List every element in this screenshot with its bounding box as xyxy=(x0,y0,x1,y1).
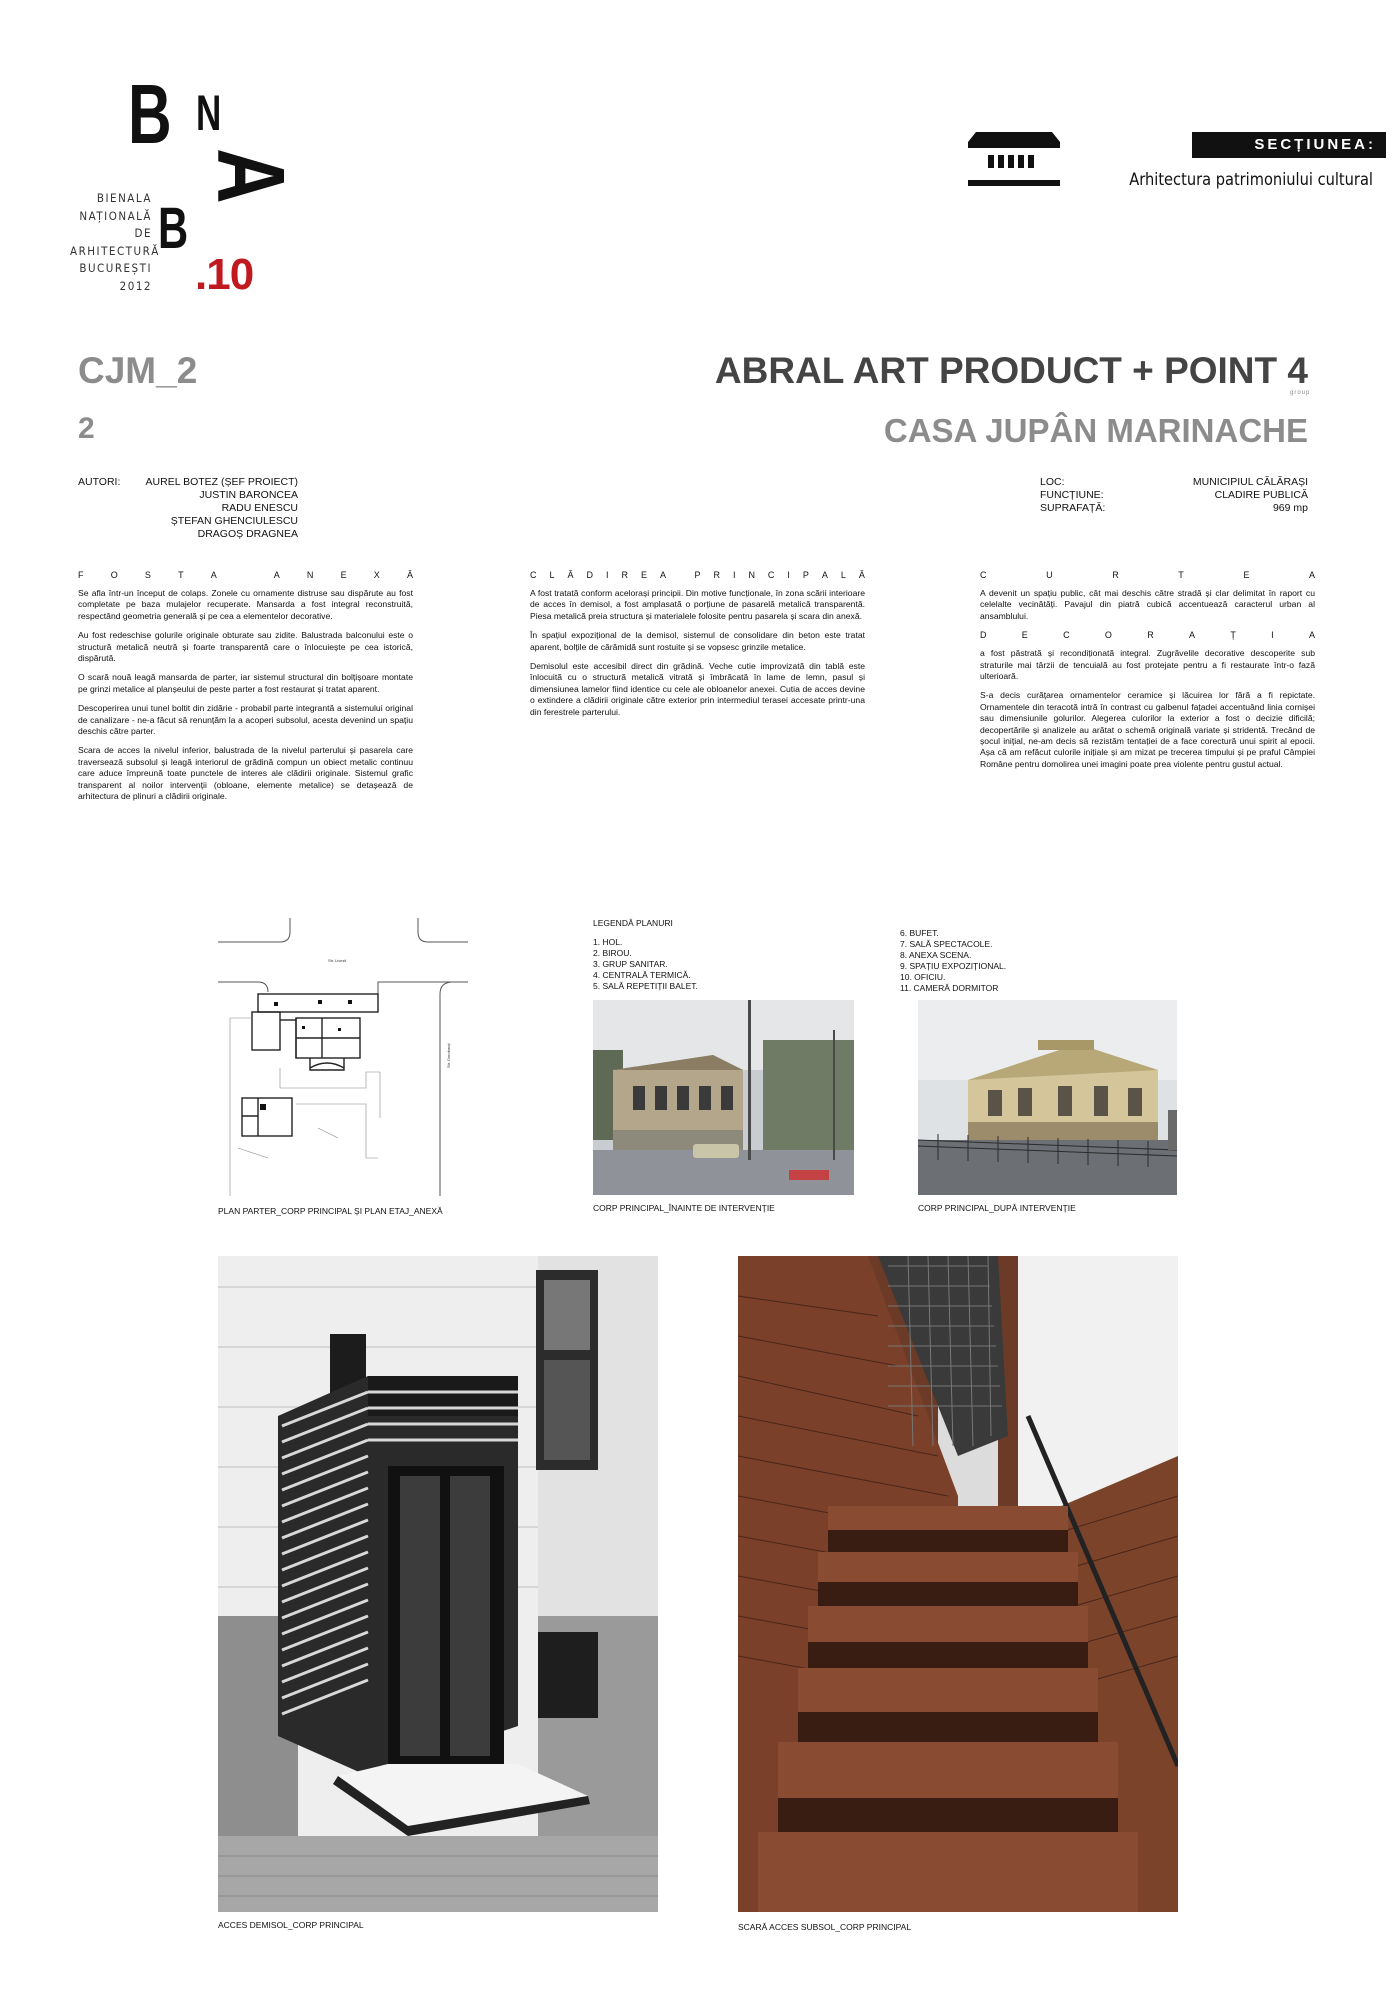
column-paragraph: Au fost redeschise golurile originale obturate sau zidite. Balustrada balconului este o structură metalică neutră și foarte transparentă care o înlocuiește pe cea istorică, dispărută. xyxy=(78,630,413,664)
legend-item: 3. GRUP SANITAR. xyxy=(593,959,668,969)
info-value: 969 mp xyxy=(1272,502,1308,514)
project-code: CJM_2 xyxy=(78,350,198,391)
heading-letter: D xyxy=(980,630,987,641)
logo-letter-b1: B xyxy=(128,67,172,161)
heading-letter: L xyxy=(840,570,846,580)
svg-text:Str. Livezii: Str. Livezii xyxy=(328,958,347,963)
heading-letter xyxy=(679,570,682,580)
column-paragraph: Demisolul este accesibil direct din grădină. Veche cutie improvizată din tablă este înlocuită cu o structură metalică vitrată și îmbrăcată în lame de lemn, pasul și dimensiunea lamelor fiind identice cu cele ale obloanelor anexei. Cutia de acces devine o extindere a clădirii originale către exterior prin intermediul terasei accesate printr-una din ferestrele parterului. xyxy=(530,661,865,717)
caption-before: CORP PRINCIPAL_ÎNAINTE DE INTERVENȚIE xyxy=(593,1203,775,1213)
heading-letter: U xyxy=(1046,570,1053,580)
column-heading xyxy=(980,630,1315,640)
logo-side-text xyxy=(70,190,160,295)
legend-title: LEGENDĂ PLANURI xyxy=(593,918,673,928)
heading-letter: I xyxy=(732,570,736,580)
heading-letter: E xyxy=(340,570,347,580)
logo-line: BIENALA xyxy=(96,191,152,205)
heading-letter: T xyxy=(178,570,184,580)
firm-suffix: group xyxy=(1290,390,1311,396)
column-paragraph: Descoperirea unui tunel boltit din zidărie - probabil parte integrantă a sistemului original de canalizare - ne-a făcut să renunțăm la a acoperi subsolul, acesta devenind un spațiu deschis către parter. xyxy=(78,703,413,737)
legend-item: 2. BIROU. xyxy=(593,948,632,958)
photo-stairs xyxy=(738,1256,1178,1912)
heading-letter: A xyxy=(1308,630,1315,641)
heading-letter: A xyxy=(821,570,828,580)
heading-letter: I xyxy=(787,570,790,580)
project-number: 2 xyxy=(78,412,95,445)
logo-letter-a: A xyxy=(197,148,304,204)
heading-letter: C xyxy=(767,570,775,580)
column-paragraph: A fost tratată conform acelorași principii. Din motive funcționale, în zona scării interioare de acces în demisol, a fost amplasată o porțiune de pasarelă metalică transparentă. Piesa metalică preia structura și materialele folosite pentru pasarela și scara din anexă. xyxy=(530,588,865,621)
heading-letter: O xyxy=(110,570,118,580)
legend-item: 11. CAMERĂ DORMITOR xyxy=(900,983,999,993)
caption-plan: PLAN PARTER_CORP PRINCIPAL ȘI PLAN ETAJ_ANEXĂ xyxy=(218,1206,443,1216)
heading-letter: E xyxy=(1021,630,1028,641)
heading-letter: Ă xyxy=(406,570,413,580)
column-cladirea-principala xyxy=(530,570,865,726)
legend-item: 7. SALĂ SPECTACOLE. xyxy=(900,939,993,949)
column-paragraph: Scara de acces la nivelul inferior, balustrada de la nivelul parterului și pasarela care traversează subsolul și leagă interiorul de grădină compun un obiect metalic continuu care aduce împreună toate punctele de interes ale clădirii originale. Sistemul grafic transparent al noilor intervenții (obloane, elemente metalice) se detașează de arhitectura de plinuri a clădirii originale. xyxy=(78,745,413,802)
column-heading xyxy=(980,570,1315,580)
legend-item: 6. BUFET. xyxy=(900,928,939,938)
heading-letter: N xyxy=(748,570,755,580)
column-paragraph: O scară nouă leagă mansarda de parter, iar sistemul structural din bolțișoare montate pe grinzi metalice al planșeului de peste parter a fost restaurat și tratat aparent. xyxy=(78,672,413,694)
heading-letter: Ă xyxy=(567,570,574,580)
heading-letter: D xyxy=(586,570,593,580)
column-paragraph: S-a decis curățarea ornamentelor ceramice și lăcuirea lor fără a fi repictate. Ornamentele din teracotă intră în contrast cu galbenul fațadei accentuând linia cornișei sau dimensiunile golurilor. Alegerea culorilor la exterior a fost o decizie dificilă; decopertările și analizele au arătat o schemă originală variate și stridentă. Trecând de șocul inițial, ne-am decis să rezistăm tentației de a face corectură unui spirit al epocii. Așa că am refăcut culorile inițiale și am mizat pe trecerea timpului și pe praful Câmpiei Române pentru domolirea unei imagini poate prea violente pentru gustul actual. xyxy=(980,690,1315,769)
heading-letter: I xyxy=(605,570,609,580)
info-value: CLADIRE PUBLICĂ xyxy=(1214,489,1308,501)
info-label: SUPRAFAȚĂ: xyxy=(1040,502,1106,514)
legend-item: 4. CENTRALĂ TERMICĂ. xyxy=(593,970,691,980)
logo-letter-n: N xyxy=(196,85,222,141)
heading-letter xyxy=(244,570,247,580)
heading-letter: A xyxy=(273,570,280,580)
author-name: DRAGOȘ DRAGNEA xyxy=(197,528,298,540)
heading-letter: R xyxy=(1147,630,1154,641)
heading-letter: Ț xyxy=(1230,630,1236,641)
caption-access: ACCES DEMISOL_CORP PRINCIPAL xyxy=(218,1920,364,1930)
column-heading xyxy=(530,570,865,580)
heading-letter: F xyxy=(78,570,84,580)
logo-line: ARHITECTURĂ xyxy=(70,243,160,258)
legend-item: 10. OFICIU. xyxy=(900,972,946,982)
heading-letter: L xyxy=(549,570,555,580)
caption-stairs: SCARĂ ACCES SUBSOL_CORP PRINCIPAL xyxy=(738,1922,912,1932)
heading-letter: N xyxy=(306,570,314,580)
heading-letter: R xyxy=(621,570,628,580)
heading-letter: P xyxy=(802,570,809,580)
author-name: RADU ENESCU xyxy=(221,502,298,514)
heading-letter: P xyxy=(694,570,701,580)
info-value: MUNICIPIUL CĂLĂRAȘI xyxy=(1192,476,1308,488)
logo-edition: .10 xyxy=(195,250,254,299)
column-heading xyxy=(78,570,413,580)
heading-letter: A xyxy=(1189,630,1196,641)
legend-item: 8. ANEXA SCENA. xyxy=(900,950,972,960)
logo-letter-b2: B xyxy=(158,196,189,261)
author-name: ȘTEFAN GHENCIULESCU xyxy=(170,515,298,527)
heading-letter: R xyxy=(1112,570,1119,580)
info-label: FUNCȚIUNE: xyxy=(1040,489,1104,501)
heading-letter: C xyxy=(980,570,987,580)
info-values xyxy=(1150,476,1308,515)
column-paragraph: A devenit un spațiu public, cât mai deschis către stradă și clar delimitat în raport cu celelalte vecinătăți. Pavajul din piatră cubică accentuează caracterul urban al ansamblului. xyxy=(980,588,1315,621)
heading-letter: C xyxy=(1063,630,1070,641)
column-paragraph: Se afla într-un început de colaps. Zonele cu ornamente distruse sau dispărute au fost completate pe baza mulajelor recuperate. Mansarda a fost integral reconstruită, respectând geometria generală și pe cea a elementelor decorative. xyxy=(78,588,413,621)
heading-letter: I xyxy=(1271,630,1274,641)
site-plan-drawing xyxy=(218,918,468,1196)
logo-line: 2012 xyxy=(119,278,152,293)
heading-letter: S xyxy=(144,570,151,580)
caption-after: CORP PRINCIPAL_DUPĂ INTERVENȚIE xyxy=(918,1203,1076,1213)
photo-access-box xyxy=(218,1256,658,1912)
authors-label: AUTORI: xyxy=(78,476,121,488)
photo-after-intervention xyxy=(918,1000,1177,1195)
logo-line: NAȚIONALĂ xyxy=(79,208,152,223)
legend-item: 1. HOL. xyxy=(593,937,623,947)
svg-text:Str. Dorobanți: Str. Dorobanți xyxy=(446,1043,451,1068)
photo-before-intervention xyxy=(593,1000,854,1195)
heading-letter: A xyxy=(210,570,217,580)
heading-letter: E xyxy=(1243,570,1250,580)
legend-left xyxy=(593,918,698,992)
project-name: CASA JUPÂN MARINACHE xyxy=(883,412,1308,449)
author-firm: ABRAL ART PRODUCT + POINT 4 xyxy=(714,350,1308,391)
column-curtea xyxy=(980,570,1315,778)
heading-letter: R xyxy=(713,570,720,580)
author-name: AUREL BOTEZ (ȘEF PROIECT) xyxy=(145,476,298,488)
heading-letter: E xyxy=(640,570,647,580)
legend-right xyxy=(900,928,1006,994)
heading-letter: T xyxy=(1178,570,1184,580)
legend-item: 5. SALĂ REPETIȚII BALET. xyxy=(593,981,698,991)
heading-letter: Ă xyxy=(858,570,865,580)
info-labels xyxy=(1040,476,1105,515)
author-name: JUSTIN BARONCEA xyxy=(199,489,298,501)
logo-line: DE xyxy=(134,226,152,240)
heading-letter: O xyxy=(1104,630,1112,641)
column-fosta-anexa xyxy=(78,570,413,811)
info-label: LOC: xyxy=(1040,476,1065,488)
temple-icon xyxy=(968,128,1060,190)
logo-line: BUCUREȘTI xyxy=(79,261,152,275)
legend-item: 9. SPAȚIU EXPOZIȚIONAL. xyxy=(900,961,1007,971)
section-subtitle: Arhitectura patrimoniului cultural xyxy=(1129,170,1373,190)
column-paragraph: În spațiul expozițional de la demisol, sistemul de consolidare din beton este tratat aparent, bolțile de cărămidă sunt rostuite și se vopsesc grinzile metalice. xyxy=(530,630,865,652)
heading-letter: A xyxy=(659,570,666,580)
section-tag: SECȚIUNEA: xyxy=(1192,132,1386,158)
heading-letter: A xyxy=(1308,570,1315,580)
authors-list xyxy=(140,476,298,541)
heading-letter: C xyxy=(530,570,537,580)
heading-letter: X xyxy=(373,570,380,580)
column-paragraph: a fost păstrată și recondiționată integral. Zugrăvelile decorative descoperite sub straturile mai târzii de tencuială au fost protejate pentru a fi restaurate într-o fază ulterioară. xyxy=(980,648,1315,682)
